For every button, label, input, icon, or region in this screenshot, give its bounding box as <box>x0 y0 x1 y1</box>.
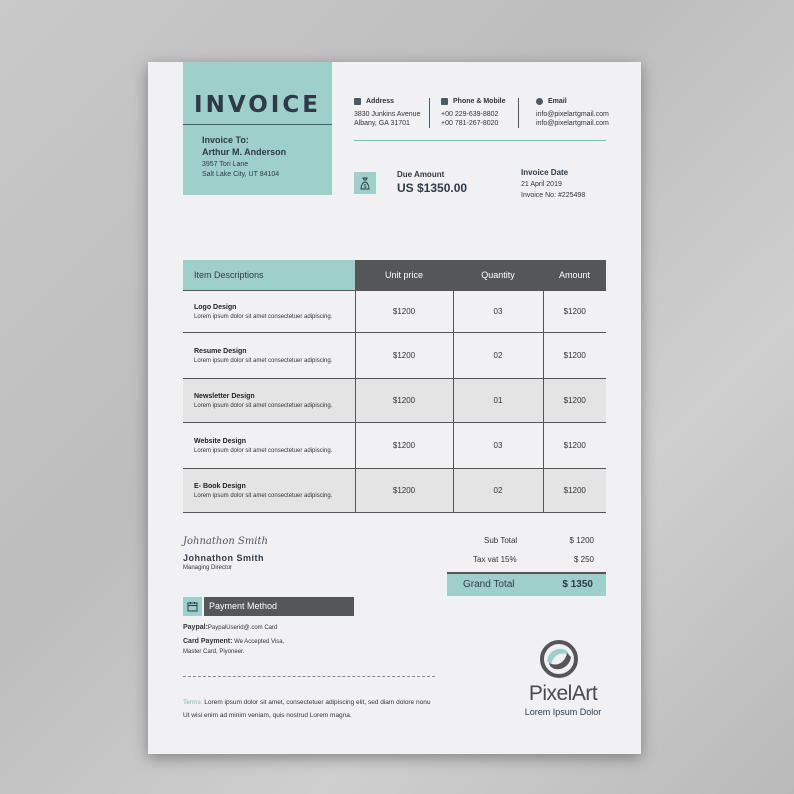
item-price: $1200 <box>355 291 453 333</box>
item-name: Logo Design <box>194 303 237 311</box>
paypal-value: PaypalUserid@.com Card <box>207 625 278 631</box>
item-desc: Lorem ipsum dolor sit amet consectetuer adipiscing. <box>194 357 333 364</box>
grand-total-value: $ 1350 <box>562 579 593 590</box>
signer-role: Managing Director <box>183 565 233 571</box>
tax-label: Tax vat 15% <box>473 555 517 564</box>
subtotal-value: $ 1200 <box>569 536 594 545</box>
bill-to-line1: 3957 Tori Lane <box>202 161 249 168</box>
due-amount-label: Due Amount <box>397 170 445 179</box>
item-name: Newsletter Design <box>194 392 255 400</box>
item-cell <box>183 291 355 333</box>
contact-label: Phone & Mobile <box>453 98 506 105</box>
bill-to-name: Arthur M. Anderson <box>202 147 287 157</box>
bill-to-line2: Salt Lake City, UT 84104 <box>202 171 280 178</box>
table-row <box>183 379 606 423</box>
item-desc: Lorem ipsum dolor sit amet consectetuer adipiscing. <box>194 402 333 409</box>
invoice-title-block <box>183 62 332 195</box>
grand-total-bar <box>447 574 606 596</box>
signer-name: Johnathon Smith <box>183 553 264 563</box>
item-price: $1200 <box>355 379 453 423</box>
terms-text: Lorem ipsum dolor sit amet, consectetuer adipiscing elit, sed diam dolore nonu <box>202 699 431 706</box>
brand-name: PixelArt <box>528 682 598 705</box>
contact-email <box>536 98 609 127</box>
table-header-row <box>183 260 606 291</box>
item-desc: Lorem ipsum dolor sit amet consectetuer adipiscing. <box>194 447 333 454</box>
payment-method-bar <box>204 597 354 616</box>
invoice-date: 21 April 2019 <box>521 181 562 188</box>
item-amount: $1200 <box>543 333 606 379</box>
contact-separator <box>429 98 430 128</box>
contact-line: info@pixelartgmail.com <box>536 120 609 127</box>
table-row <box>183 469 606 513</box>
item-price: $1200 <box>355 423 453 469</box>
item-desc: Lorem ipsum dolor sit amet consectetuer adipiscing. <box>194 313 333 320</box>
column-header: Item Descriptions <box>183 260 355 291</box>
item-amount: $1200 <box>543 291 606 333</box>
payment-method-title: Payment Method <box>209 601 278 611</box>
column-header: Unit price <box>355 260 453 291</box>
card-value-2: Master Card, Piyoneer. <box>183 649 245 655</box>
calendar-icon <box>183 597 202 616</box>
terms-label: Terms: <box>183 699 203 706</box>
contact-line: info@pixelartgmail.com <box>536 111 609 118</box>
contact-line: +00 229-639-8802 <box>441 111 499 118</box>
contact-label: Address <box>366 98 395 105</box>
item-amount: $1200 <box>543 379 606 423</box>
table-row <box>183 291 606 333</box>
table-row <box>183 423 606 469</box>
grand-total-label: Grand Total <box>463 579 515 590</box>
item-cell <box>183 379 355 423</box>
invoice-number: Invoice No: #225498 <box>521 192 586 199</box>
invoice-page <box>148 62 641 754</box>
card-value: We Accepted Visa, <box>232 639 285 645</box>
money-bag-icon <box>354 172 376 194</box>
item-amount: $1200 <box>543 469 606 513</box>
item-cell <box>183 469 355 513</box>
brand-tagline: Lorem Ipsum Dolor <box>524 707 602 717</box>
signature-script: Johnathon Smith <box>183 536 268 547</box>
contact-line: 3830 Junkins Avenue <box>354 111 421 118</box>
item-price: $1200 <box>355 469 453 513</box>
tax-value: $ 250 <box>573 555 594 564</box>
card-line <box>183 638 284 645</box>
item-name: E- Book Design <box>194 482 246 490</box>
pixelart-logo-icon <box>539 639 579 679</box>
terms-line1 <box>183 699 430 706</box>
terms-line2: Ut wisi enim ad minim veniam, quis nostrud Lorem magna. <box>183 712 352 719</box>
table-row <box>183 333 606 379</box>
item-qty: 03 <box>453 291 543 333</box>
paypal-label: Paypal: <box>183 624 208 631</box>
item-qty: 02 <box>453 469 543 513</box>
item-cell <box>183 423 355 469</box>
item-desc: Lorem ipsum dolor sit amet consectetuer adipiscing. <box>194 492 333 499</box>
item-price: $1200 <box>355 333 453 379</box>
contact-phone <box>441 98 506 127</box>
item-cell <box>183 333 355 379</box>
item-qty: 02 <box>453 333 543 379</box>
contact-separator <box>518 98 519 128</box>
item-name: Website Design <box>194 437 246 445</box>
contact-address <box>354 98 420 127</box>
phone-icon <box>441 98 448 105</box>
bill-to-label: Invoice To: <box>202 135 249 145</box>
column-header: Amount <box>543 260 606 291</box>
contact-line: +00 781-267-8020 <box>441 120 499 127</box>
card-label: Card Payment: <box>183 638 233 645</box>
subtotal-label: Sub Total <box>484 536 518 545</box>
globe-icon <box>536 98 543 105</box>
terms-divider <box>183 676 435 677</box>
paypal-line <box>183 624 277 631</box>
item-qty: 03 <box>453 423 543 469</box>
svg-text:$: $ <box>363 183 367 190</box>
item-name: Resume Design <box>194 347 247 355</box>
item-amount: $1200 <box>543 423 606 469</box>
location-pin-icon <box>354 98 361 105</box>
item-qty: 01 <box>453 379 543 423</box>
contact-label: Email <box>548 98 567 105</box>
header-divider <box>354 140 606 141</box>
title-divider <box>183 124 332 125</box>
contact-line: Albany, GA 31701 <box>354 120 410 127</box>
items-table <box>183 260 606 513</box>
column-header: Quantity <box>453 260 543 291</box>
invoice-date-label: Invoice Date <box>521 168 569 177</box>
page-title: INVOICE <box>194 92 321 118</box>
due-amount-value: US $1350.00 <box>397 181 468 195</box>
